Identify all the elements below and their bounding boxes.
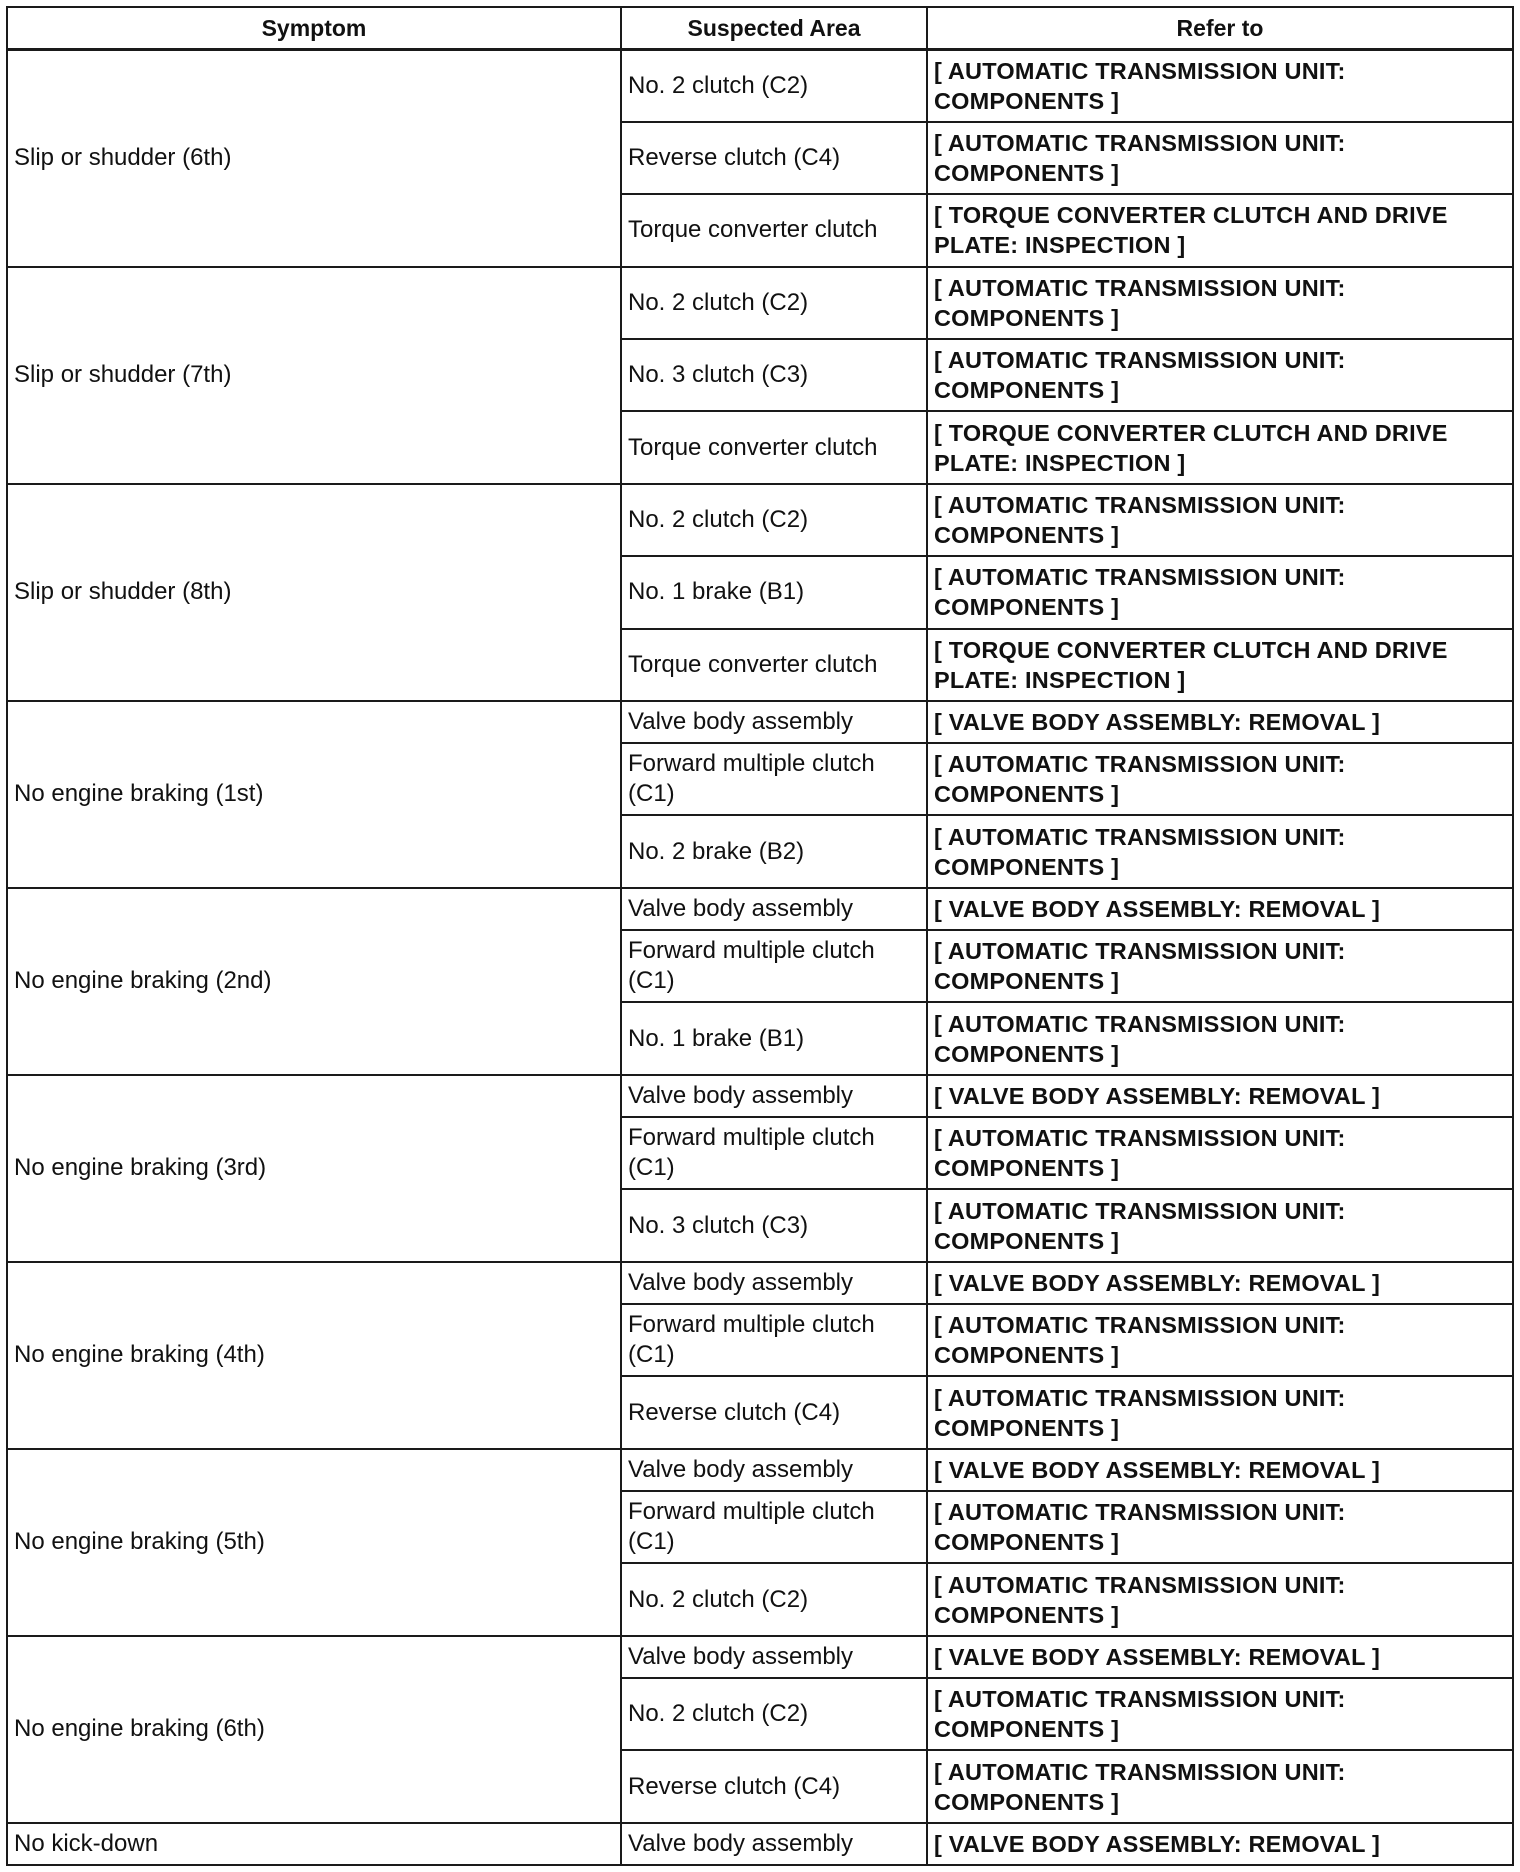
refer-to-cell: [ AUTOMATIC TRANSMISSION UNIT: COMPONENTS ]: [927, 743, 1513, 815]
header-refer-to: Refer to: [927, 7, 1513, 50]
refer-to-cell: [ AUTOMATIC TRANSMISSION UNIT: COMPONENTS ]: [927, 1117, 1513, 1189]
refer-to-cell: [ TORQUE CONVERTER CLUTCH AND DRIVE PLATE: INSPECTION ]: [927, 411, 1513, 483]
refer-to-cell: [ VALVE BODY ASSEMBLY: REMOVAL ]: [927, 1636, 1513, 1678]
suspected-area-cell: No. 1 brake (B1): [621, 1002, 927, 1074]
suspected-area-cell: Valve body assembly: [621, 1636, 927, 1678]
refer-to-cell: [ AUTOMATIC TRANSMISSION UNIT: COMPONENTS ]: [927, 930, 1513, 1002]
symptom-cell: Slip or shudder (7th): [7, 267, 621, 484]
symptom-cell: No engine braking (4th): [7, 1262, 621, 1449]
suspected-area-cell: No. 2 clutch (C2): [621, 1678, 927, 1750]
symptom-cell: No engine braking (1st): [7, 701, 621, 888]
refer-to-cell: [ VALVE BODY ASSEMBLY: REMOVAL ]: [927, 701, 1513, 743]
symptom-cell: No kick-down: [7, 1823, 621, 1865]
refer-to-cell: [ TORQUE CONVERTER CLUTCH AND DRIVE PLATE: INSPECTION ]: [927, 629, 1513, 701]
refer-to-cell: [ AUTOMATIC TRANSMISSION UNIT: COMPONENTS ]: [927, 339, 1513, 411]
suspected-area-cell: Forward multiple clutch (C1): [621, 1491, 927, 1563]
suspected-area-cell: Forward multiple clutch (C1): [621, 1117, 927, 1189]
suspected-area-cell: No. 1 brake (B1): [621, 556, 927, 628]
refer-to-cell: [ VALVE BODY ASSEMBLY: REMOVAL ]: [927, 1262, 1513, 1304]
refer-to-cell: [ AUTOMATIC TRANSMISSION UNIT: COMPONENTS ]: [927, 815, 1513, 887]
suspected-area-cell: Valve body assembly: [621, 888, 927, 930]
table-row: [7, 888, 1513, 930]
table-row: [7, 1449, 1513, 1491]
refer-to-cell: [ AUTOMATIC TRANSMISSION UNIT: COMPONENTS ]: [927, 122, 1513, 194]
suspected-area-cell: Valve body assembly: [621, 701, 927, 743]
refer-to-cell: [ AUTOMATIC TRANSMISSION UNIT: COMPONENTS ]: [927, 1376, 1513, 1448]
refer-to-cell: [ VALVE BODY ASSEMBLY: REMOVAL ]: [927, 1449, 1513, 1491]
symptom-cell: No engine braking (2nd): [7, 888, 621, 1075]
refer-to-cell: [ VALVE BODY ASSEMBLY: REMOVAL ]: [927, 888, 1513, 930]
suspected-area-cell: No. 2 clutch (C2): [621, 484, 927, 556]
suspected-area-cell: No. 2 clutch (C2): [621, 267, 927, 339]
suspected-area-cell: Valve body assembly: [621, 1262, 927, 1304]
refer-to-cell: [ AUTOMATIC TRANSMISSION UNIT: COMPONENTS ]: [927, 1304, 1513, 1376]
suspected-area-cell: Reverse clutch (C4): [621, 1750, 927, 1822]
suspected-area-cell: Valve body assembly: [621, 1823, 927, 1865]
refer-to-cell: [ AUTOMATIC TRANSMISSION UNIT: COMPONENTS ]: [927, 1189, 1513, 1261]
table-row: [7, 1262, 1513, 1304]
symptom-cell: Slip or shudder (8th): [7, 484, 621, 701]
suspected-area-cell: No. 2 clutch (C2): [621, 1563, 927, 1635]
table-row: [7, 484, 1513, 556]
header-row: [7, 7, 1513, 50]
refer-to-cell: [ AUTOMATIC TRANSMISSION UNIT: COMPONENTS ]: [927, 1750, 1513, 1822]
suspected-area-cell: Valve body assembly: [621, 1449, 927, 1491]
header-symptom: Symptom: [7, 7, 621, 50]
suspected-area-cell: Torque converter clutch: [621, 411, 927, 483]
suspected-area-cell: No. 2 brake (B2): [621, 815, 927, 887]
symptom-cell: No engine braking (3rd): [7, 1075, 621, 1262]
refer-to-cell: [ TORQUE CONVERTER CLUTCH AND DRIVE PLATE: INSPECTION ]: [927, 194, 1513, 266]
suspected-area-cell: Valve body assembly: [621, 1075, 927, 1117]
suspected-area-cell: Forward multiple clutch (C1): [621, 930, 927, 1002]
suspected-area-cell: No. 3 clutch (C3): [621, 1189, 927, 1261]
suspected-area-cell: Forward multiple clutch (C1): [621, 1304, 927, 1376]
refer-to-cell: [ VALVE BODY ASSEMBLY: REMOVAL ]: [927, 1823, 1513, 1865]
table-row: [7, 701, 1513, 743]
refer-to-cell: [ AUTOMATIC TRANSMISSION UNIT: COMPONENTS ]: [927, 1678, 1513, 1750]
refer-to-cell: [ VALVE BODY ASSEMBLY: REMOVAL ]: [927, 1075, 1513, 1117]
table-row: [7, 1636, 1513, 1678]
suspected-area-cell: No. 3 clutch (C3): [621, 339, 927, 411]
refer-to-cell: [ AUTOMATIC TRANSMISSION UNIT: COMPONENTS ]: [927, 484, 1513, 556]
header-suspected-area: Suspected Area: [621, 7, 927, 50]
refer-to-cell: [ AUTOMATIC TRANSMISSION UNIT: COMPONENTS ]: [927, 267, 1513, 339]
refer-to-cell: [ AUTOMATIC TRANSMISSION UNIT: COMPONENTS ]: [927, 1563, 1513, 1635]
suspected-area-cell: Torque converter clutch: [621, 629, 927, 701]
suspected-area-cell: Forward multiple clutch (C1): [621, 743, 927, 815]
table-row: [7, 1075, 1513, 1117]
table-body: [7, 50, 1513, 1866]
table-row: [7, 267, 1513, 339]
refer-to-cell: [ AUTOMATIC TRANSMISSION UNIT: COMPONENTS ]: [927, 1002, 1513, 1074]
suspected-area-cell: Reverse clutch (C4): [621, 1376, 927, 1448]
table-row: [7, 1823, 1513, 1865]
refer-to-cell: [ AUTOMATIC TRANSMISSION UNIT: COMPONENTS ]: [927, 50, 1513, 122]
suspected-area-cell: No. 2 clutch (C2): [621, 50, 927, 122]
symptom-cell: Slip or shudder (6th): [7, 50, 621, 267]
suspected-area-cell: Reverse clutch (C4): [621, 122, 927, 194]
refer-to-cell: [ AUTOMATIC TRANSMISSION UNIT: COMPONENTS ]: [927, 556, 1513, 628]
table-row: [7, 50, 1513, 122]
symptom-cell: No engine braking (5th): [7, 1449, 621, 1636]
suspected-area-cell: Torque converter clutch: [621, 194, 927, 266]
troubleshooting-table: [6, 6, 1514, 1866]
refer-to-cell: [ AUTOMATIC TRANSMISSION UNIT: COMPONENTS ]: [927, 1491, 1513, 1563]
symptom-cell: No engine braking (6th): [7, 1636, 621, 1823]
